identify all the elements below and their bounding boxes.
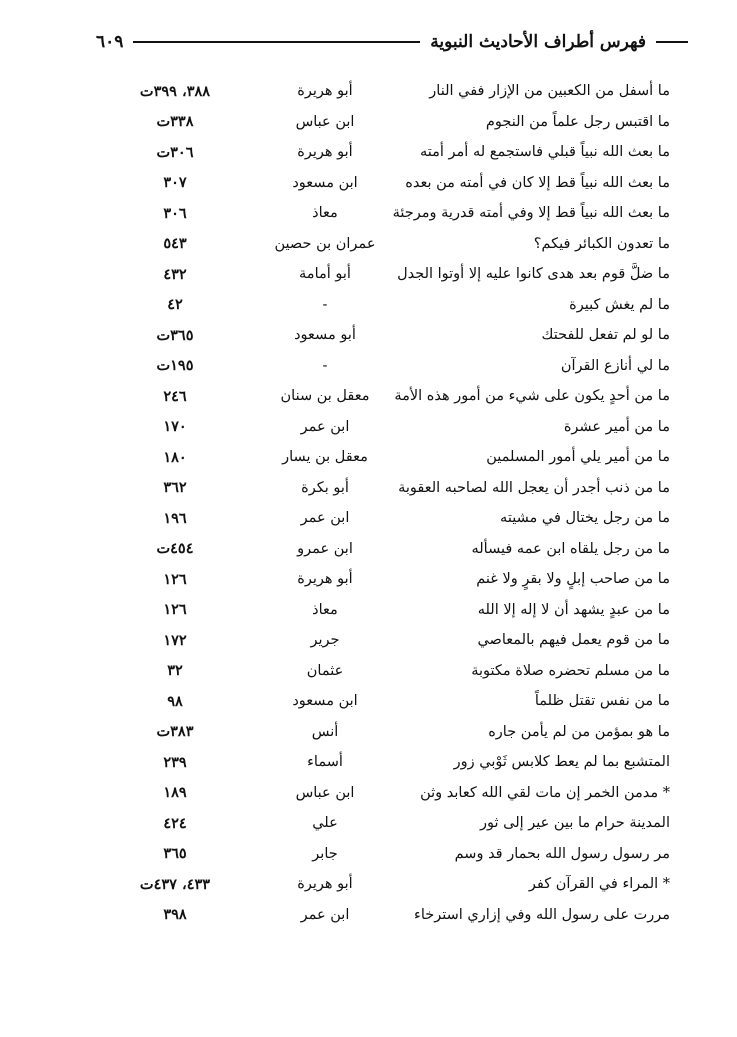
reference-number: ٢٣٩: [163, 753, 187, 771]
hadith-text: ما لم يغش كبيرة: [569, 296, 670, 313]
hadith-text: ما من أمير عشرة: [563, 418, 670, 435]
reference-number: ١٩٥ت: [156, 357, 194, 375]
reference-number: ٣٨٨، ٣٩٩ت: [139, 82, 211, 100]
narrator: ابن عمر: [300, 418, 350, 435]
narrator: -: [322, 357, 328, 374]
reference-number: ٤٣٣، ٤٣٧ت: [139, 875, 211, 893]
hadith-text: المدينة حرام ما بين عير إلى ثور: [480, 815, 670, 832]
reference-number: ٣٨٣ت: [156, 723, 194, 741]
hadith-text: ما تعدون الكبائر فيكم؟: [533, 235, 670, 252]
hadith-index-list: [100, 76, 670, 930]
header-title: فهرس أطراف الأحاديث النبوية: [430, 32, 646, 52]
index-row: [100, 107, 670, 138]
hadith-text: * مدمن الخمر إن مات لقي الله كعابد وثن: [420, 784, 670, 801]
hadith-text: ما من رجل يلقاه ابن عمه فيسأله: [471, 540, 670, 557]
index-row: [100, 290, 670, 321]
reference-number: ٤٣٢: [163, 265, 187, 283]
page-header: [96, 22, 688, 62]
reference-number: ٣٣٨ت: [156, 113, 194, 131]
index-row: [100, 168, 670, 199]
hadith-text: ما اقتبس رجل علماً من النجوم: [485, 113, 670, 130]
reference-number: ٣٠٧: [163, 174, 187, 192]
index-row: [100, 595, 670, 626]
narrator: علي: [312, 815, 338, 832]
reference-number: ٩٨: [167, 692, 183, 710]
reference-number: ١٧٢: [163, 631, 187, 649]
reference-number: ٢٤٦: [163, 387, 187, 405]
narrator: معاذ: [312, 205, 338, 222]
hadith-text: المتشبع بما لم يعط كلابس ثَوْبي زور: [453, 754, 670, 771]
narrator: جرير: [310, 632, 340, 649]
index-row: [100, 656, 670, 687]
reference-number: ٣٦٢: [163, 479, 187, 497]
index-row: [100, 564, 670, 595]
index-row: [100, 686, 670, 717]
reference-number: ٣٠٦: [163, 204, 187, 222]
narrator: أبو هريرة: [297, 876, 353, 893]
narrator: أبو هريرة: [297, 571, 353, 588]
index-row: [100, 259, 670, 290]
reference-number: ٣٦٥: [163, 845, 187, 863]
hadith-text: ما من مسلم تحضره صلاة مكتوبة: [471, 662, 670, 679]
hadith-text: ما لي أنازع القرآن: [560, 357, 670, 374]
reference-number: ٣٠٦ت: [156, 143, 194, 161]
hadith-text: ما بعث الله نبياً قبلي فاستجمع له أمر أمته: [419, 144, 670, 161]
hadith-text: ما من قوم يعمل فيهم بالمعاصي: [477, 632, 670, 649]
reference-number: ٣٦٥ت: [156, 326, 194, 344]
index-row: [100, 229, 670, 260]
narrator: معقل بن يسار: [282, 449, 368, 466]
narrator: أبو أمامة: [299, 266, 351, 283]
index-row: [100, 534, 670, 565]
index-row: [100, 442, 670, 473]
narrator: ابن عمر: [300, 510, 350, 527]
hadith-text: ما من أحدٍ يكون على شيء من أمور هذه الأمة: [394, 388, 670, 405]
narrator: جابر: [312, 845, 338, 862]
narrator: معاذ: [312, 601, 338, 618]
index-row: [100, 717, 670, 748]
reference-number: ٣٢: [167, 662, 183, 680]
reference-number: ١٨٩: [163, 784, 187, 802]
reference-number: ١٧٠: [163, 418, 187, 436]
hadith-text: ما هو بمؤمن من لم يأمن جاره: [488, 723, 670, 740]
header-rule: [133, 41, 420, 43]
hadith-text: * المراء في القرآن كفر: [528, 876, 670, 893]
index-row: [100, 503, 670, 534]
index-row: [100, 320, 670, 351]
hadith-text: ما من عبدٍ يشهد أن لا إله إلا الله: [477, 601, 670, 618]
narrator: ابن عباس: [295, 784, 355, 801]
reference-number: ٣٩٨: [163, 906, 187, 924]
reference-number: ٤٥٤ت: [156, 540, 194, 558]
index-row: [100, 900, 670, 931]
narrator: أبو هريرة: [297, 144, 353, 161]
narrator: عثمان: [306, 662, 344, 679]
hadith-text: ما من صاحب إبلٍ ولا بقرٍ ولا غنم: [476, 571, 670, 588]
narrator: أسماء: [307, 754, 343, 771]
index-row: [100, 198, 670, 229]
hadith-text: ما من نفس تقتل ظلماً: [534, 693, 670, 710]
narrator: ابن عباس: [295, 113, 355, 130]
hadith-text: مر رسول رسول الله بحمار قد وسم: [454, 845, 670, 862]
index-row: [100, 869, 670, 900]
index-row: [100, 473, 670, 504]
narrator: ابن مسعود: [292, 693, 358, 710]
reference-number: ١٢٦: [163, 601, 187, 619]
reference-number: ١٨٠: [163, 448, 187, 466]
index-row: [100, 839, 670, 870]
hadith-text: ما من ذنب أجدر أن يعجل الله لصاحبه العقوبة: [398, 479, 670, 496]
hadith-text: ما بعث الله نبياً قط إلا كان في أمته من بعده: [405, 174, 670, 191]
index-row: [100, 351, 670, 382]
index-row: [100, 412, 670, 443]
index-row: [100, 778, 670, 809]
reference-number: ٤٢: [167, 296, 183, 314]
narrator: -: [322, 296, 328, 313]
index-row: [100, 137, 670, 168]
hadith-text: ما بعث الله نبياً قط إلا وفي أمته قدرية ومرجئة: [392, 205, 670, 222]
narrator: ابن عمرو: [297, 540, 353, 557]
reference-number: ١٩٦: [163, 509, 187, 527]
narrator: أبو بكرة: [301, 479, 349, 496]
narrator: معقل بن سنان: [280, 388, 370, 405]
hadith-text: ما لو لم تفعل للفحتك: [541, 327, 670, 344]
hadith-text: مررت على رسول الله وفي إزاري استرخاء: [414, 906, 670, 923]
index-row: [100, 76, 670, 107]
narrator: ابن مسعود: [292, 174, 358, 191]
narrator: أبو هريرة: [297, 83, 353, 100]
reference-number: ١٢٦: [163, 570, 187, 588]
narrator: عمران بن حصين: [274, 235, 376, 252]
index-row: [100, 625, 670, 656]
page-number: ٦٠٩: [96, 32, 124, 52]
header-rule-right: [656, 41, 688, 43]
narrator: أنس: [311, 723, 339, 740]
reference-number: ٥٤٣: [163, 235, 187, 253]
index-row: [100, 808, 670, 839]
reference-number: ٤٢٤: [163, 814, 187, 832]
narrator: ابن عمر: [300, 906, 350, 923]
hadith-text: ما ضلَّ قوم بعد هدى كانوا عليه إلا أوتوا الجدل: [397, 266, 670, 283]
narrator: أبو مسعود: [294, 327, 356, 344]
index-row: [100, 381, 670, 412]
hadith-text: ما أسفل من الكعبين من الإزار ففي النار: [429, 83, 670, 100]
hadith-text: ما من رجل يختال في مشيته: [500, 510, 670, 527]
index-row: [100, 747, 670, 778]
hadith-text: ما من أمير يلي أمور المسلمين: [486, 449, 670, 466]
